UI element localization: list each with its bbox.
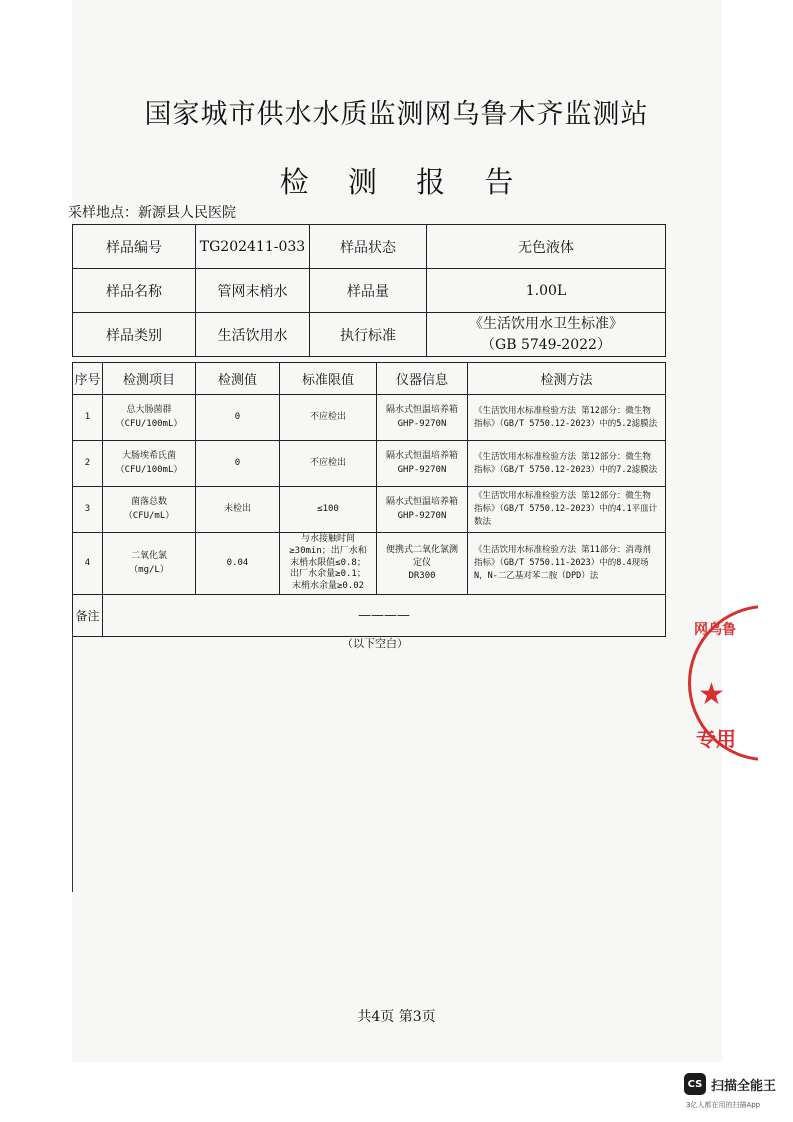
scanner-tagline: 3亿人都在用的扫描App xyxy=(686,1101,761,1109)
row-value: 未检出 xyxy=(196,487,280,533)
col-header-value: 检测值 xyxy=(196,363,280,395)
item-name: 二氧化氯 xyxy=(130,551,167,562)
standard-line-2: （GB 5749-2022） xyxy=(481,336,611,353)
sample-type-label: 样品类别 xyxy=(73,313,196,357)
col-header-item: 检测项目 xyxy=(103,363,196,395)
limit-line: ≥30min；出厂水和 xyxy=(289,545,367,556)
sample-state-value: 无色液体 xyxy=(427,225,666,269)
limit-line: 与水接触时间 xyxy=(300,534,355,545)
row-method: 《生活饮用水标准检验方法 第12部分：微生物指标》（GB/T 5750.12-2023）中的5.2滤膜法 xyxy=(468,395,666,441)
remarks-row xyxy=(73,595,666,637)
blank-area-border xyxy=(72,632,73,892)
item-name: 总大肠菌群 xyxy=(126,405,172,416)
col-header-instrument: 仪器信息 xyxy=(377,363,468,395)
row-limit xyxy=(280,533,377,595)
table-row xyxy=(73,225,666,269)
row-limit: 不应检出 xyxy=(280,395,377,441)
remarks-label: 备注 xyxy=(73,595,103,637)
location-value: 新源县人民医院 xyxy=(138,205,236,221)
row-limit: ≤100 xyxy=(280,487,377,533)
instrument-line-2: 定仪 xyxy=(412,557,431,568)
row-value: 0 xyxy=(196,441,280,487)
standard-value xyxy=(427,313,666,357)
row-method: 《生活饮用水标准检验方法 第12部分：微生物指标》（GB/T 5750.12-2023）中的7.2滤膜法 xyxy=(468,441,666,487)
page-number: 共4页 第3页 xyxy=(357,1009,436,1025)
sample-type-value: 生活饮用水 xyxy=(196,313,310,357)
row-item xyxy=(103,533,196,595)
limit-line: 出厂水余量≥0.1； xyxy=(290,569,366,580)
report-title: 检 测 报 告 xyxy=(279,165,514,199)
row-method: 《生活饮用水标准检验方法 第12部分：微生物指标》（GB/T 5750.12-2023）中的4.1平皿计数法 xyxy=(468,487,666,533)
sample-qty-label: 样品量 xyxy=(310,269,427,313)
seal-star-icon: ★ xyxy=(698,677,725,712)
col-header-method: 检测方法 xyxy=(468,363,666,395)
table-row xyxy=(73,533,666,595)
row-no: 1 xyxy=(73,395,103,441)
sampling-location xyxy=(68,202,236,222)
sample-name-label: 样品名称 xyxy=(73,269,196,313)
seal-text-top: 网乌鲁 xyxy=(694,622,736,638)
row-instrument xyxy=(377,487,468,533)
instrument-line-1: 便携式二氧化氯测 xyxy=(385,544,458,555)
sample-state-label: 样品状态 xyxy=(310,225,427,269)
camscanner-icon: CS xyxy=(684,1073,706,1095)
scanner-watermark xyxy=(684,1073,776,1095)
instrument-line-3: DR300 xyxy=(408,571,436,582)
limit-line: 末梢水限值≤0.8； xyxy=(290,557,366,568)
item-unit: （CFU/100mL） xyxy=(115,464,183,475)
results-table xyxy=(72,362,666,637)
table-row xyxy=(73,313,666,357)
instrument-line-2: GHP-9270N xyxy=(397,418,447,429)
instrument-line-1: 隔水式恒温培养箱 xyxy=(385,405,458,416)
item-name: 大肠埃希氏菌 xyxy=(121,451,176,462)
instrument-line-1: 隔水式恒温培养箱 xyxy=(385,451,458,462)
remarks-value: ———— xyxy=(103,595,666,637)
item-unit: （CFU/mL） xyxy=(123,510,175,521)
row-instrument xyxy=(377,533,468,595)
table-row xyxy=(73,269,666,313)
organization-title: 国家城市供水水质监测网乌鲁木齐监测站 xyxy=(144,99,649,130)
row-no: 3 xyxy=(73,487,103,533)
sample-qty-value: 1.00L xyxy=(427,269,666,313)
col-header-limit: 标准限值 xyxy=(280,363,377,395)
row-limit: 不应检出 xyxy=(280,441,377,487)
row-item xyxy=(103,441,196,487)
row-item xyxy=(103,487,196,533)
col-header-no: 序号 xyxy=(73,363,103,395)
sample-no-label: 样品编号 xyxy=(73,225,196,269)
row-instrument xyxy=(377,441,468,487)
official-seal xyxy=(688,605,758,765)
sample-name-value: 管网末梢水 xyxy=(196,269,310,313)
table-row xyxy=(73,487,666,533)
item-name: 菌落总数 xyxy=(130,497,167,508)
sample-info-table xyxy=(72,224,666,357)
table-row xyxy=(73,441,666,487)
item-unit: （CFU/100mL） xyxy=(115,418,183,429)
instrument-line-2: GHP-9270N xyxy=(397,464,447,475)
item-unit: （mg/L） xyxy=(129,564,169,575)
standard-label: 执行标准 xyxy=(310,313,427,357)
limit-line: 末梢水余量≥0.02 xyxy=(291,581,365,592)
location-label: 采样地点： xyxy=(68,205,138,221)
header-row xyxy=(73,363,666,395)
row-instrument xyxy=(377,395,468,441)
row-method: 《生活饮用水标准检验方法 第11部分：消毒剂指标》（GB/T 5750.11-2023）中的8.4现场N，N-二乙基对苯二胺（DPD）法 xyxy=(468,533,666,595)
sample-no-value: TG202411-033 xyxy=(196,225,310,269)
scanner-app-name: 扫描全能王 xyxy=(711,1078,777,1094)
blank-below-note: （以下空白） xyxy=(342,637,408,650)
instrument-line-1: 隔水式恒温培养箱 xyxy=(385,497,458,508)
row-item xyxy=(103,395,196,441)
row-no: 4 xyxy=(73,533,103,595)
table-row xyxy=(73,395,666,441)
row-no: 2 xyxy=(73,441,103,487)
seal-text-bottom: 专用 xyxy=(696,727,736,751)
standard-line-1: 《生活饮用水卫生标准》 xyxy=(469,316,623,333)
row-value: 0.04 xyxy=(196,533,280,595)
row-value: 0 xyxy=(196,395,280,441)
instrument-line-2: GHP-9270N xyxy=(397,510,447,521)
